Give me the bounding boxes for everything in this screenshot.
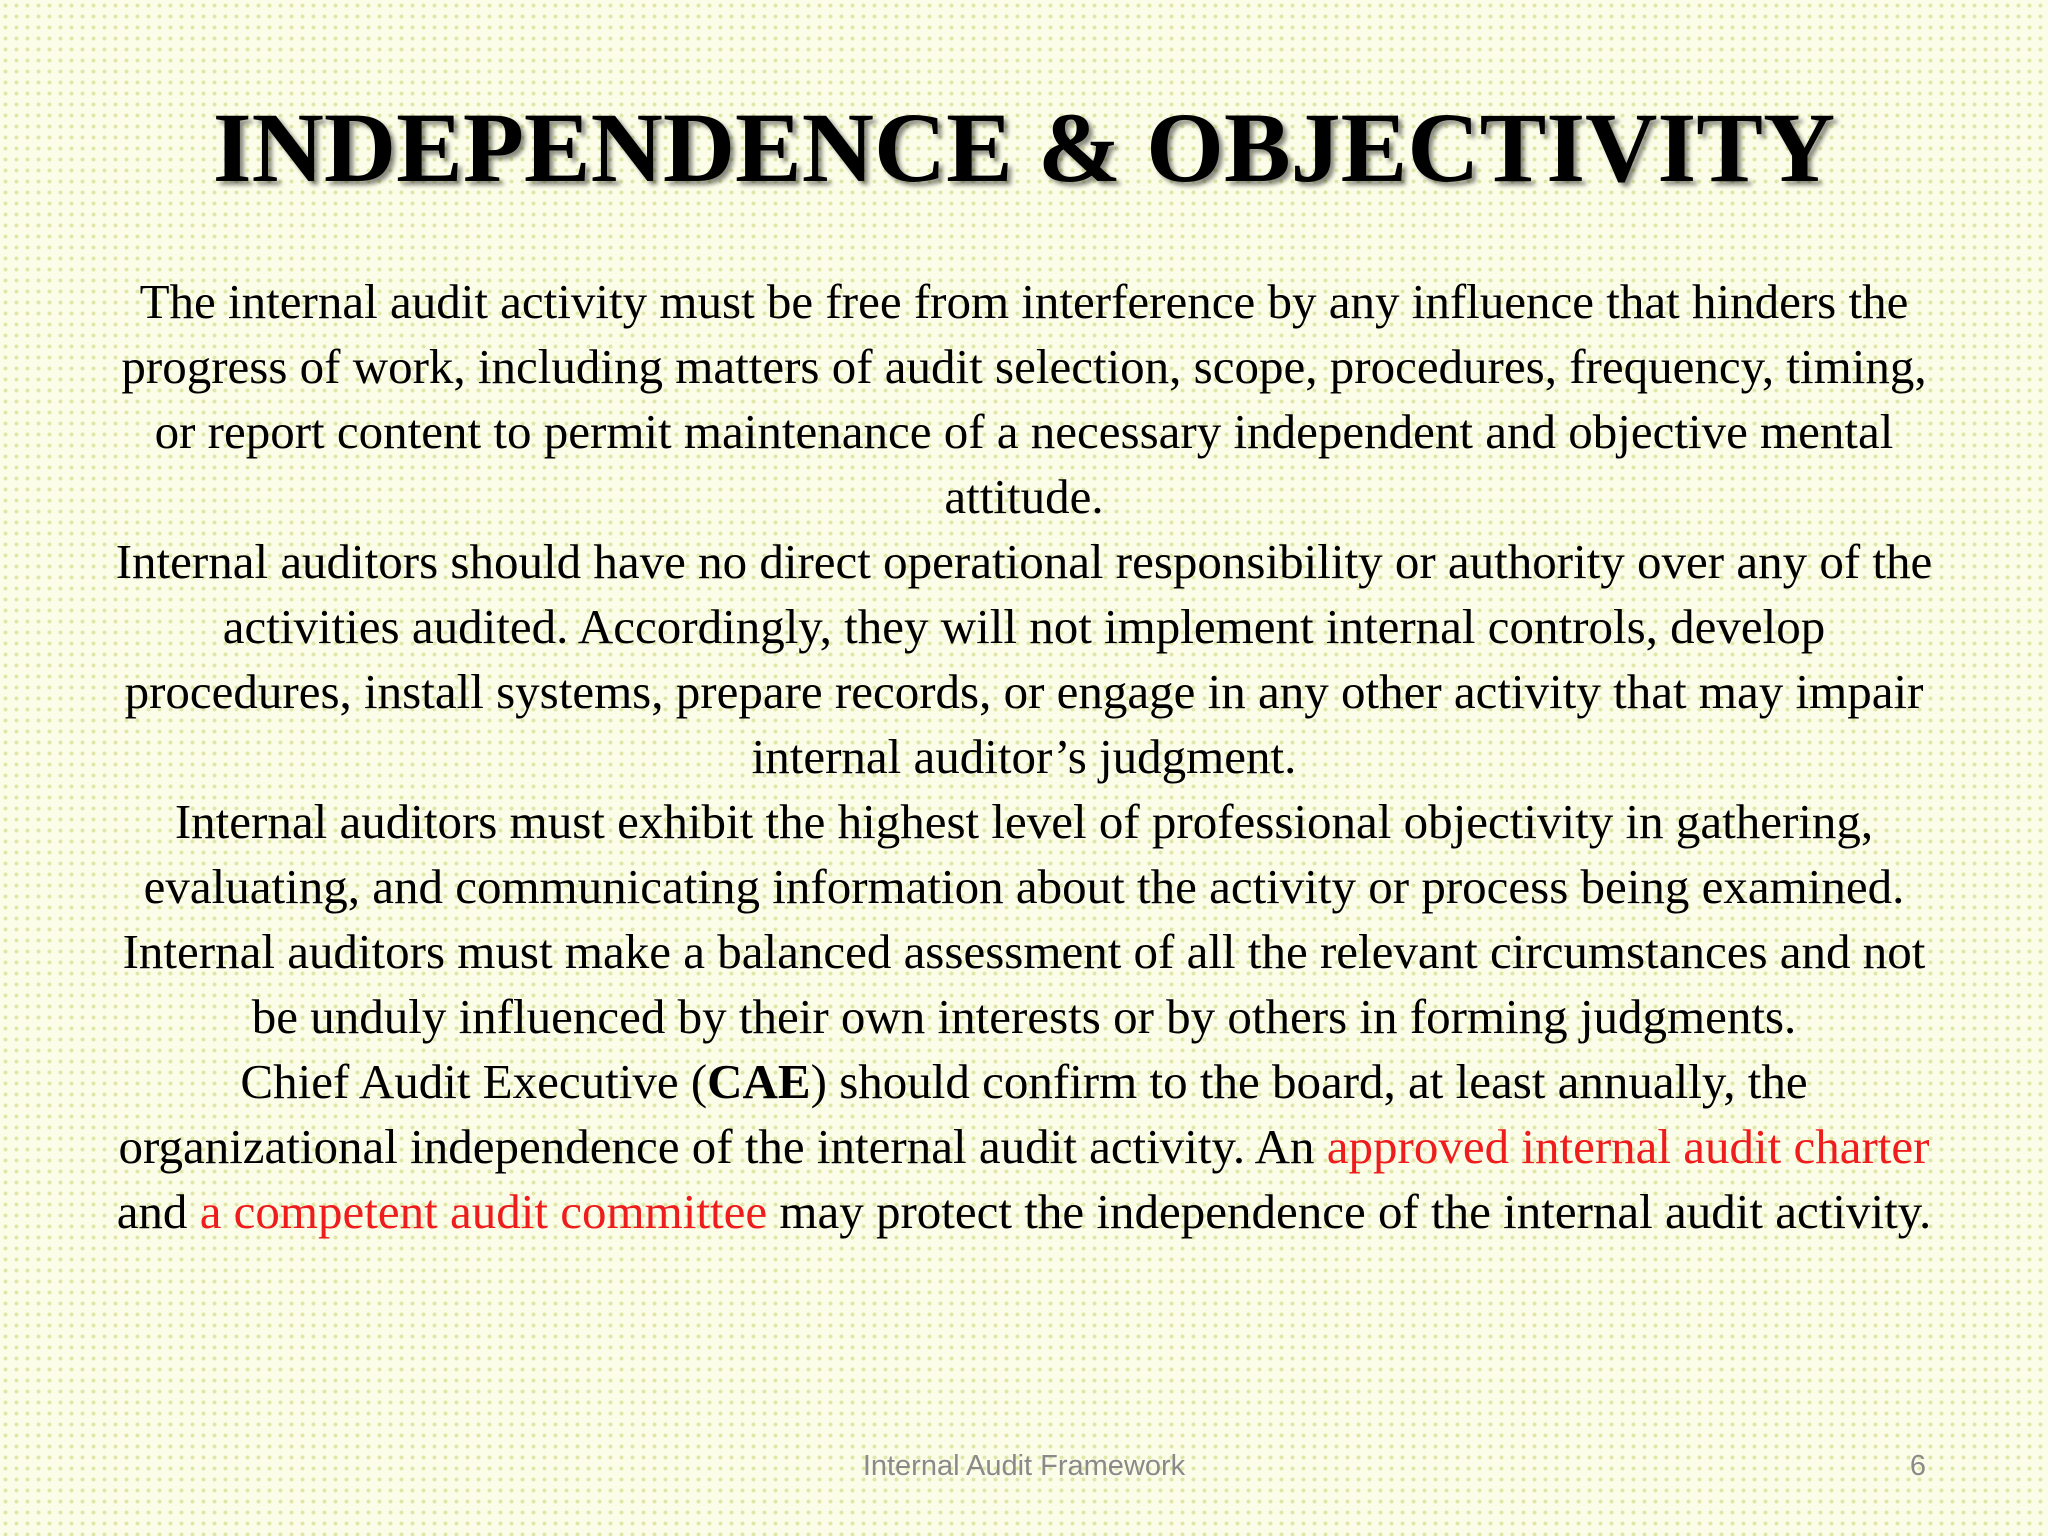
cae-text-part2: ) should confirm to the board, at least annually, the organizational independence of the internal audit activity. An — [118, 1054, 1808, 1174]
cae-text-part3: and — [116, 1184, 200, 1239]
cae-text-part4: may protect the independence of the internal audit activity. — [767, 1184, 1932, 1239]
slide-footer: Internal Audit Framework — [862, 1450, 1186, 1482]
slide-title: INDEPENDENCE & OBJECTIVITY — [212, 92, 1836, 203]
slide-body — [110, 269, 1938, 1244]
paragraph-independence-interference: The internal audit activity must be free from interference by any influence that hinders the progress of work, including matters of audit selection, scope, procedures, frequency, timing, or report content to permit maintenance of a necessary independent and objective mental attitude. — [121, 274, 1927, 524]
highlight-audit-committee: a competent audit committee — [199, 1184, 768, 1239]
paragraph-professional-objectivity: Internal auditors must exhibit the highest level of professional objectivity in gathering, evaluating, and communicating information about the activity or process being examined. Internal auditors must make a balanced assessment of all the relevant circumstances and not be unduly influenced by their own interests or by others in forming judgments. — [122, 794, 1926, 1044]
cae-abbreviation: CAE — [707, 1054, 811, 1109]
paragraph-operational-responsibility: Internal auditors should have no direct operational responsibility or authority over any of the activities audited. Accordingly, they will not implement internal controls, develop procedures, install systems, prepare records, or engage in any other activity that may impair internal auditor’s judgment. — [115, 534, 1933, 784]
slide-page-number: 6 — [1909, 1450, 1926, 1482]
highlight-audit-charter: approved internal audit charter — [1326, 1119, 1930, 1174]
cae-text-part1: Chief Audit Executive ( — [240, 1054, 708, 1109]
paragraph-cae-confirmation — [110, 1049, 1938, 1244]
